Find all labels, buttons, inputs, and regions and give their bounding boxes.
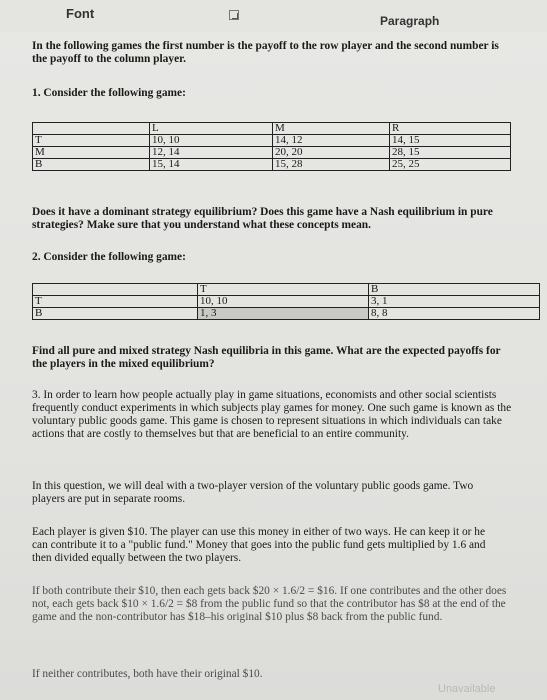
q1-payoff-table bbox=[32, 122, 511, 171]
table-header-row bbox=[33, 284, 540, 296]
ribbon-font-group-label: Font bbox=[66, 6, 95, 21]
table-cell: 3, 1 bbox=[369, 296, 540, 308]
q3-paragraph-5: If neither contributes, both have their original $10. bbox=[32, 668, 263, 680]
table-corner-cell bbox=[33, 123, 150, 135]
table-col-header: L bbox=[150, 123, 273, 135]
table-cell: 12, 14 bbox=[150, 147, 273, 159]
q2-question-text: Find all pure and mixed strategy Nash equilibria in this game. What are the expected payoffs for the players in the mixed equilibrium? bbox=[32, 345, 501, 370]
table-row-label: T bbox=[33, 296, 198, 308]
table-cell: 1, 3 bbox=[198, 308, 369, 320]
table-cell: 14, 12 bbox=[273, 135, 390, 147]
table-cell: 10, 10 bbox=[198, 296, 369, 308]
table-row-label: B bbox=[33, 159, 150, 171]
table-row bbox=[33, 147, 511, 159]
table-col-header: M bbox=[273, 123, 390, 135]
table-cell: 20, 20 bbox=[273, 147, 390, 159]
table-row bbox=[33, 135, 511, 147]
table-cell: 28, 15 bbox=[390, 147, 511, 159]
q3-paragraph-2: In this question, we will deal with a two-player version of the voluntary public goods game. Two players are put in separate rooms. bbox=[32, 480, 474, 505]
watermark-text: Unavailable bbox=[438, 683, 496, 695]
table-cell: 25, 25 bbox=[390, 159, 511, 171]
table-col-header: T bbox=[198, 284, 369, 296]
q3-paragraph-4: If both contribute their $10, then each gets back $20 × 1.6/2 = $16. If one contributes and the other does not, each gets back $10 × 1.6/2 = $8 from the public fund so that the contributor has $8 at the end of the game and the non-contributor has $18–his original $10 plus $8 back from the public fund. bbox=[32, 585, 507, 623]
table-row-label: T bbox=[33, 135, 150, 147]
table-cell: 15, 14 bbox=[150, 159, 273, 171]
table-corner-cell bbox=[33, 284, 198, 296]
table-row-label: B bbox=[33, 308, 198, 320]
q3-paragraph-3: Each player is given $10. The player can use this money in either of two ways. He can keep it or he can contribute it to a "public fund." Money that goes into the public fund gets multiplied by 1.6 and then divided equally between the two players. bbox=[32, 526, 486, 564]
table-row bbox=[33, 296, 540, 308]
q1-heading: 1. Consider the following game: bbox=[32, 87, 186, 99]
table-row bbox=[33, 159, 511, 171]
table-header-row bbox=[33, 123, 511, 135]
table-row-label: M bbox=[33, 147, 150, 159]
q3-paragraph-1: 3. In order to learn how people actually play in game situations, economists and other social scientists frequently conduct experiments in which subjects play games for money. One such game is known as the voluntary public goods game. This game is chosen to represent situations in which individuals can take actions that are costly to themselves but that are beneficial to an entire community. bbox=[32, 389, 512, 440]
ribbon-paragraph-group-label: Paragraph bbox=[380, 14, 440, 28]
table-cell: 15, 28 bbox=[273, 159, 390, 171]
table-col-header: R bbox=[390, 123, 511, 135]
document-page bbox=[0, 32, 547, 700]
table-cell: 10, 10 bbox=[150, 135, 273, 147]
dialog-launcher-icon[interactable] bbox=[229, 10, 239, 20]
ribbon-bar bbox=[0, 0, 547, 33]
q2-heading: 2. Consider the following game: bbox=[32, 251, 186, 263]
table-cell: 8, 8 bbox=[369, 308, 540, 320]
table-row bbox=[33, 308, 540, 320]
q2-payoff-table bbox=[32, 283, 540, 320]
table-cell: 14, 15 bbox=[390, 135, 511, 147]
q1-question-text: Does it have a dominant strategy equilibrium? Does this game have a Nash equilibrium in pure strategies? Make sure that you understand what these concepts mean. bbox=[32, 206, 493, 231]
intro-text: In the following games the first number is the payoff to the row player and the second number is the payoff to the column player. bbox=[32, 40, 499, 65]
table-col-header: B bbox=[369, 284, 540, 296]
